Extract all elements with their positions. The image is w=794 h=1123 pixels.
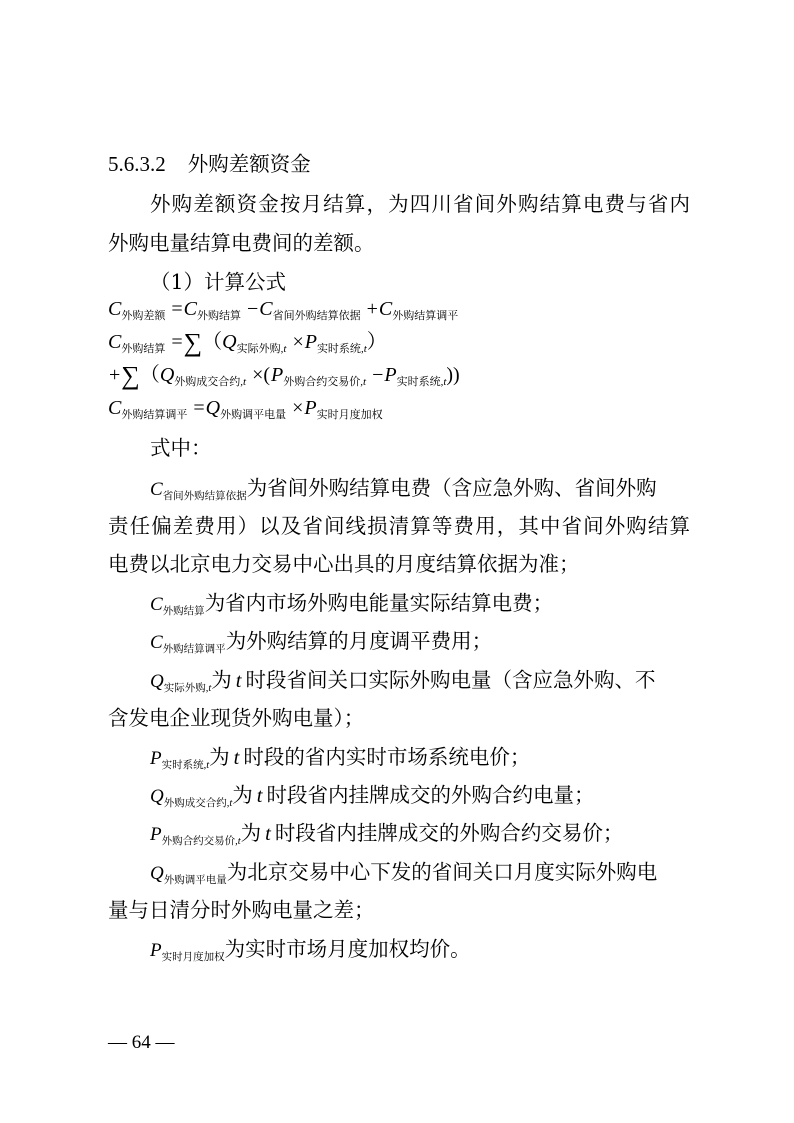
def4-text-a: 为	[211, 668, 232, 692]
f2-open: （	[202, 331, 223, 353]
def4-text-b: 时段省间关口实际外购电量（含应急外购、不	[245, 668, 656, 692]
where-label: 式中：	[150, 436, 212, 460]
def4-t: ,t	[205, 683, 212, 694]
formula-2	[108, 329, 387, 362]
f1-minus: −	[246, 298, 259, 320]
f1-t1-sub: 外购结算	[196, 309, 241, 322]
f3-open: （	[139, 364, 160, 386]
section-title: 外购差额资金	[187, 152, 311, 176]
def6-text-b: 时段省内挂牌成交的外购合约电量；	[266, 783, 595, 807]
section-heading	[108, 150, 311, 178]
definition-4	[150, 666, 655, 703]
f1-t3-var: C	[378, 298, 393, 320]
f2-times: ×	[292, 331, 304, 353]
f2-close: ）	[366, 331, 387, 353]
intro-line-1: 外购差额资金按月结算，为四川省间外购结算电费与省内	[150, 192, 690, 216]
f3-q-var: Q	[159, 364, 175, 386]
def6-sub: 外购成交合约	[163, 797, 227, 809]
def1-sub: 省间外购结算依据	[162, 490, 247, 502]
def4-sub: 实际外购	[163, 682, 206, 694]
f2-q-var: Q	[222, 331, 237, 353]
f3-q-t: ,t	[240, 376, 247, 388]
f3-sigma: ∑	[121, 361, 140, 390]
def9-var: P	[150, 940, 162, 961]
f2-lhs-sub: 外购结算	[121, 342, 166, 355]
def7-text-b: 时段省内挂牌成交的外购合约交易价；	[274, 821, 624, 845]
def6-t: ,t	[226, 798, 233, 809]
formula-heading: （1）计算公式	[150, 270, 287, 294]
def6-text-t: t	[256, 785, 263, 807]
f2-p-sub: 实时系统	[316, 342, 361, 355]
f3-plus: +	[109, 364, 121, 386]
def8-text: 为北京交易中心下发的省间关口月度实际外购电	[226, 860, 658, 884]
f1-t2-var: C	[259, 298, 273, 320]
def5-t: ,t	[203, 760, 210, 771]
def8-var: Q	[150, 863, 164, 884]
def2-text: 为省内市场外购电能量实际结算电费；	[204, 591, 554, 615]
f2-p-var: P	[304, 331, 317, 353]
f1-t2-sub: 省间外购结算依据	[272, 309, 361, 322]
f3-p2-t: ,t	[440, 376, 447, 388]
def1-var: C	[150, 479, 163, 500]
def3-sub: 外购结算调平	[162, 643, 226, 655]
f4-q-var: Q	[205, 397, 221, 419]
formula-1	[108, 296, 458, 329]
f2-eq: =	[171, 331, 183, 353]
definition-8	[150, 858, 657, 894]
f3-p2-var: P	[384, 364, 397, 386]
def9-text: 为实时市场月度加权均价。	[224, 937, 471, 961]
def5-text-t: t	[233, 747, 240, 769]
def3-text: 为外购结算的月度调平费用；	[225, 629, 493, 653]
f4-eq: =	[193, 397, 205, 419]
f4-p-sub: 实时月度加权	[316, 408, 383, 421]
f3-close: ))	[446, 364, 460, 386]
f3-p2-sub: 实时系统	[396, 375, 441, 388]
definition-2	[150, 589, 553, 625]
definition-7	[150, 819, 623, 856]
f1-t3-sub: 外购结算调平	[392, 309, 459, 322]
f4-lhs-var: C	[108, 397, 122, 419]
section-number: 5.6.3.2	[108, 152, 166, 176]
f1-lhs-var: C	[108, 298, 122, 320]
def4-var: Q	[150, 671, 164, 692]
def7-text-t: t	[265, 823, 271, 845]
def7-var: P	[150, 824, 162, 845]
def9-sub: 实时月度加权	[161, 951, 225, 963]
formula-4	[108, 395, 383, 428]
def4-cont: 含发电企业现货外购电量）；	[108, 706, 365, 730]
def5-text-a: 为	[209, 745, 230, 769]
def1-text: 为省间外购结算电费（含应急外购、省间外购	[246, 476, 657, 500]
def8-cont: 量与日清分时外购电量之差；	[108, 898, 375, 922]
f1-lhs-sub: 外购差额	[121, 309, 166, 322]
f1-plus: +	[366, 298, 378, 320]
f2-q-sub: 实际外购	[236, 342, 281, 355]
f4-q-sub: 外购调平电量	[220, 408, 287, 421]
def7-t: ,t	[235, 836, 241, 847]
def6-text-a: 为	[232, 783, 253, 807]
intro-line-2: 外购电量结算电费间的差额。	[108, 231, 375, 255]
page-number: — 64 —	[108, 1032, 175, 1053]
def2-sub: 外购结算	[162, 605, 205, 617]
def8-sub: 外购调平电量	[163, 874, 227, 886]
def5-text-b: 时段的省内实时市场系统电价；	[243, 745, 531, 769]
f2-lhs-var: C	[108, 331, 122, 353]
def3-var: C	[150, 632, 163, 653]
f2-p-t: ,t	[360, 343, 367, 355]
def5-var: P	[150, 748, 162, 769]
f3-q-sub: 外购成交合约	[174, 375, 241, 388]
f3-p1-var: P	[271, 364, 284, 386]
definition-1	[150, 474, 657, 510]
f2-q-t: ,t	[280, 343, 287, 355]
def2-var: C	[150, 594, 163, 615]
f2-sigma: ∑	[183, 328, 203, 357]
definition-6	[150, 781, 594, 818]
def7-text-a: 为	[240, 821, 262, 845]
f1-t1-var: C	[183, 298, 197, 320]
f3-times: ×(	[252, 364, 271, 386]
def1-cont-1: 责任偏差费用）以及省间线损清算等费用，其中省间外购结算	[108, 514, 690, 538]
def7-sub: 外购合约交易价	[161, 835, 236, 847]
definition-3	[150, 627, 492, 663]
def5-sub: 实时系统	[161, 759, 204, 771]
f4-times: ×	[292, 397, 304, 419]
f4-lhs-sub: 外购结算调平	[121, 408, 188, 421]
f3-p1-sub: 外购合约交易价	[283, 375, 361, 388]
f3-p1-t: ,t	[360, 376, 367, 388]
def6-var: Q	[150, 786, 164, 807]
f4-p-var: P	[304, 397, 317, 419]
formula-3	[108, 362, 460, 395]
definition-9	[150, 935, 471, 971]
f1-eq: =	[171, 298, 183, 320]
f3-minus: −	[372, 364, 384, 386]
definition-5	[150, 743, 530, 780]
def1-cont-2: 电费以北京电力交易中心出具的月度结算依据为准；	[108, 552, 580, 576]
def4-text-t: t	[235, 670, 242, 692]
